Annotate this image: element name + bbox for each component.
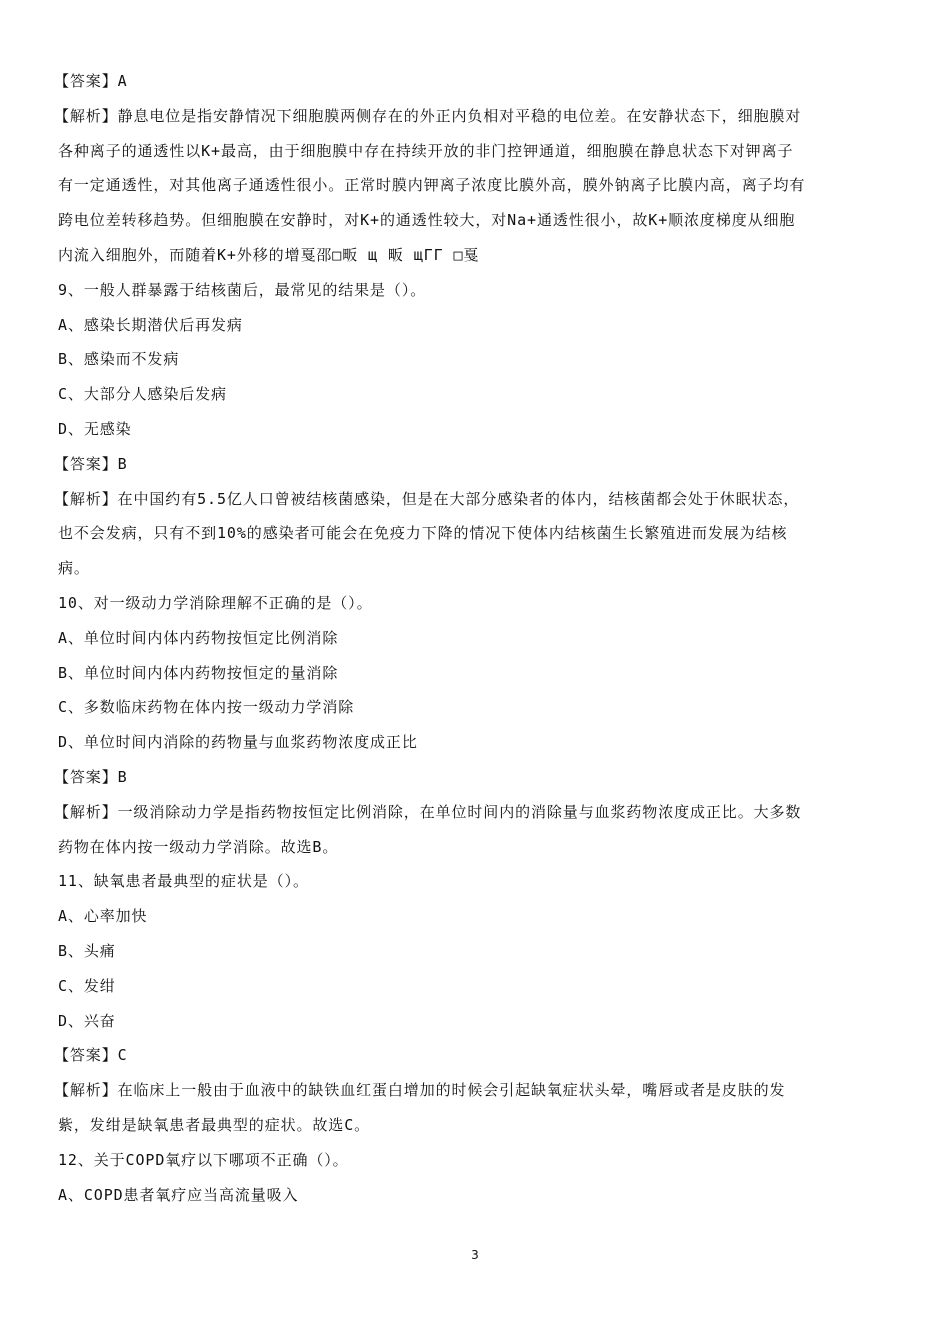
text-line: 药物在体内按一级动力学消除。故选B。 <box>58 837 339 856</box>
option-line: B、单位时间内体内药物按恒定的量消除 <box>58 663 339 682</box>
question-line: 12、关于COPD氧疗以下哪项不正确（）。 <box>58 1150 349 1169</box>
text-line: 也不会发病，只有不到10%的感染者可能会在免疫力下降的情况下使体内结核菌生长繁殖进而发展为结核 <box>58 524 788 543</box>
text-line: 病。 <box>58 559 90 578</box>
option-line: D、无感染 <box>58 419 132 438</box>
analysis-line: 【解析】在中国约有5.5亿人口曾被结核菌感染，但是在大部分感染者的体内，结核菌都会处于休眠状态， <box>54 489 800 508</box>
option-line: C、大部分人感染后发病 <box>58 385 227 404</box>
text-line: 紫，发绀是缺氧患者最典型的症状。故选C。 <box>58 1115 371 1134</box>
option-line: C、发绀 <box>58 976 116 995</box>
answer-line: 【答案】B <box>54 767 128 786</box>
question-line: 9、一般人群暴露于结核菌后，最常见的结果是（）。 <box>58 280 427 299</box>
option-line: D、单位时间内消除的药物量与血浆药物浓度成正比 <box>58 733 418 752</box>
analysis-line: 【解析】静息电位是指安静情况下细胞膜两侧存在的外正内负相对平稳的电位差。在安静状态下，细胞膜对 <box>54 106 802 125</box>
analysis-line: 【解析】一级消除动力学是指药物按恒定比例消除，在单位时间内的消除量与血浆药物浓度成正比。大多数 <box>54 802 802 821</box>
question-line: 11、缺氧患者最典型的症状是（）。 <box>58 872 309 891</box>
question-line: 10、对一级动力学消除理解不正确的是（）。 <box>58 593 373 612</box>
option-line: C、多数临床药物在体内按一级动力学消除 <box>58 698 355 717</box>
analysis-line: 【解析】在临床上一般由于血液中的缺铁血红蛋白增加的时候会引起缺氧症状头晕，嘴唇或者是皮肤的发 <box>54 1081 786 1100</box>
option-line: A、心率加快 <box>58 907 148 926</box>
option-line: A、COPD患者氧疗应当高流量吸入 <box>58 1185 299 1204</box>
answer-line: 【答案】A <box>54 72 128 90</box>
document-body <box>54 64 890 1212</box>
page-number: 3 <box>471 1248 479 1262</box>
text-line: 跨电位差转移趋势。但细胞膜在安静时，对K+的通透性较大，对Na+通透性很小，故K+顺浓度梯度从细胞 <box>58 211 796 230</box>
option-line: A、单位时间内体内药物按恒定比例消除 <box>58 628 339 647</box>
option-line: A、感染长期潜伏后再发病 <box>58 315 243 334</box>
answer-line: 【答案】B <box>54 454 128 473</box>
option-line: D、兴奋 <box>58 1011 116 1030</box>
text-line: 各种离子的通透性以K+最高，由于细胞膜中存在持续开放的非门控钾通道，细胞膜在静息状态下对钾离子 <box>58 141 794 160</box>
answer-line: 【答案】C <box>54 1046 128 1065</box>
text-line: 内流入细胞外，而随着K+外移的增戛邵□畈 щ 畈 щГГ □戛 <box>58 245 480 264</box>
option-line: B、头痛 <box>58 941 116 960</box>
option-line: B、感染而不发病 <box>58 350 180 369</box>
text-line: 有一定通透性，对其他离子通透性很小。正常时膜内钾离子浓度比膜外高，膜外钠离子比膜内高，离子均有 <box>58 176 806 195</box>
